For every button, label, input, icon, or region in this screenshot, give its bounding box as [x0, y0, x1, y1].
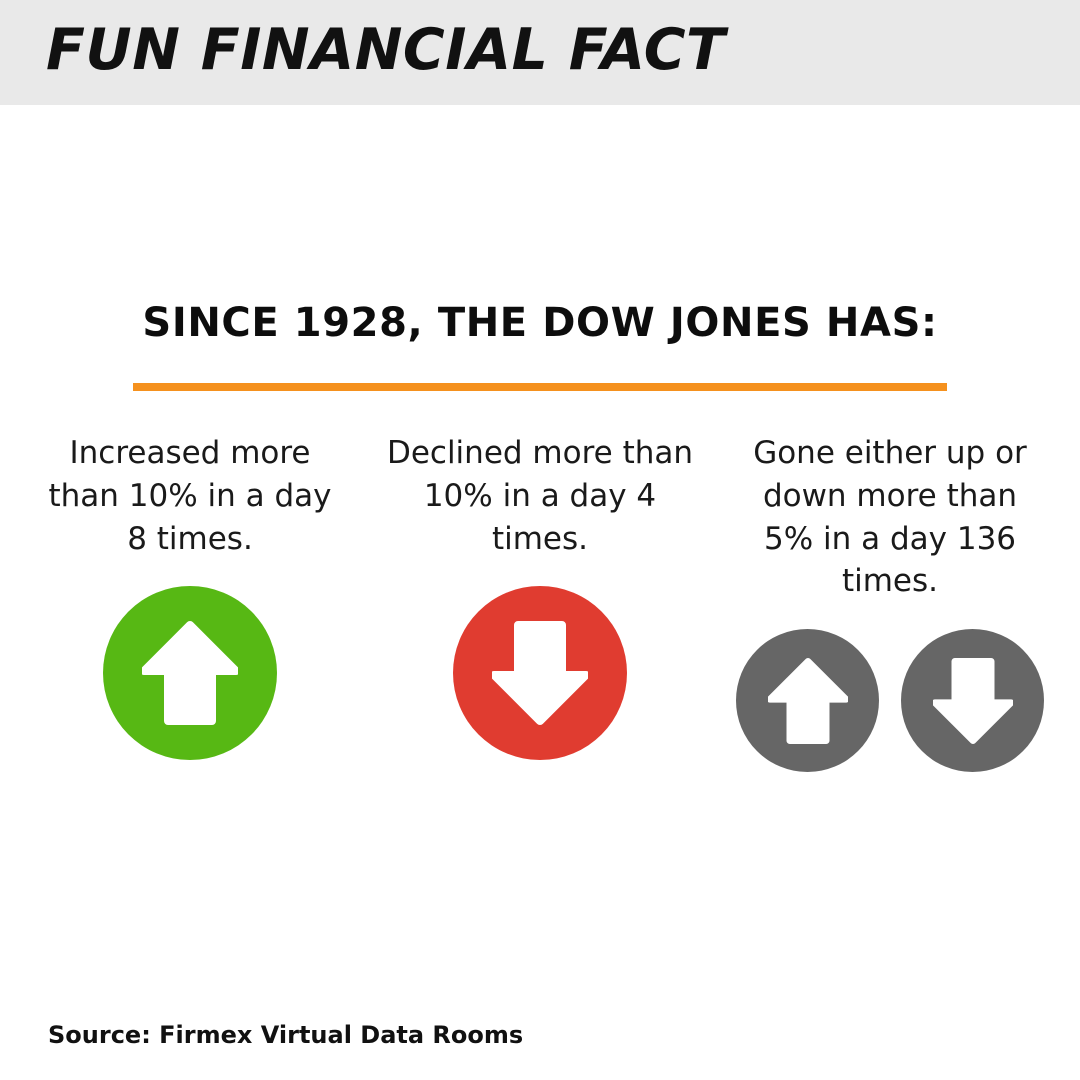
- arrow-down-icon: [453, 586, 627, 760]
- arrow-up-icon: [736, 629, 879, 772]
- stat-column-increased: [20, 432, 360, 760]
- stats-columns: [20, 432, 1060, 772]
- source-credit: Source: Firmex Virtual Data Rooms: [48, 1021, 524, 1049]
- stat-column-declined: [370, 432, 710, 760]
- icon-row: [453, 586, 627, 760]
- stat-text: Gone either up or down more than 5% in a day 136 times.: [753, 435, 1027, 600]
- header-band: [0, 0, 1080, 105]
- accent-divider: [133, 383, 947, 391]
- stat-text: Declined more than 10% in a day 4 times.: [386, 435, 694, 557]
- stat-column-either-way: [720, 432, 1060, 772]
- page-title: FUN FINANCIAL FACT: [46, 17, 726, 83]
- arrow-down-icon: [901, 629, 1044, 772]
- arrow-up-icon: [103, 586, 277, 760]
- stat-text: Increased more than 10% in a day 8 times.: [48, 435, 332, 557]
- icon-row: [103, 586, 277, 760]
- headline: SINCE 1928, THE DOW JONES HAS:: [142, 300, 938, 346]
- icon-row: [736, 629, 1044, 772]
